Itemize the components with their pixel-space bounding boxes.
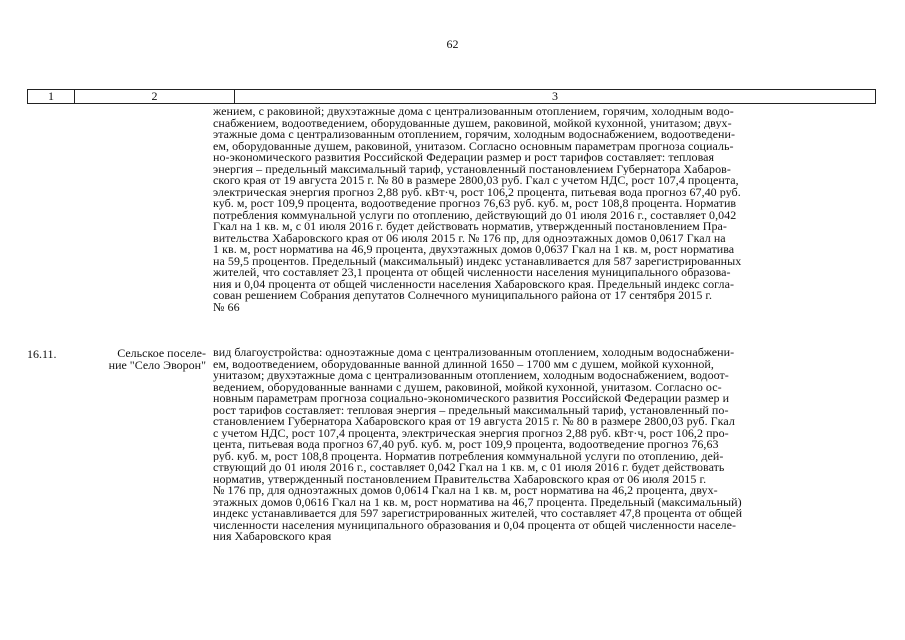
text-line: ведением, оборудованные ваннами с душем, раковиной, мойкой кухонной, унитазом. Согласно ос- — [213, 381, 722, 393]
page-number: 62 — [446, 37, 459, 51]
text-line: унитазом; двухэтажные дома с централизованным отоплением, холодным водоснабжением, водоот- — [213, 370, 729, 382]
table-header-row — [27, 89, 876, 104]
continuation-text — [213, 106, 871, 313]
text-line: Гкал на 1 кв. м, с 01 июля 2016 г. будет действовать норматив, утвержденный постановлением Пра- — [213, 221, 727, 233]
entry-name-line: ние "Село Эворон" — [108, 358, 206, 372]
entry-text — [213, 347, 871, 543]
text-line: снабжением, водоотведением, оборудованные душем, раковиной, мойкой кухонной, унитазом; двух- — [213, 117, 732, 129]
text-line: энергия – предельный максимальный тариф, установленный постановлением Губернатора Хабаров- — [213, 163, 731, 175]
text-line: ем, оборудованные душем, раковиной, унитазом. Согласно основным параметрам прогноза социаль- — [213, 140, 734, 152]
text-line: ния Хабаровского края — [213, 531, 332, 543]
entry-number: 16.11. — [27, 347, 57, 361]
text-line: рост тарифов составляет: тепловая энергия – предельный максимальный тариф, установленный по- — [213, 404, 729, 416]
column-header-2: 2 — [151, 89, 158, 103]
entry-name-line: Сельское поселе- — [117, 346, 206, 360]
text-line: становлением Губернатора Хабаровского края от 19 августа 2015 г. № 80 в размере 2800,03 руб. Гкал — [213, 416, 735, 428]
text-line: руб. куб. м, рост 108,8 процента. Норматив потребления коммунальной услуги по отоплению, дей- — [213, 450, 724, 462]
text-line: индекс устанавливается для 597 зарегистрированных жителей, что составляет 47,8 процента от общей — [213, 508, 743, 520]
text-line: новным параметрам прогноза социально-экономического развития Российской Федерации размер и — [213, 393, 730, 405]
entry-name — [76, 347, 206, 371]
text-line: но-экономического развития Российской Федерации размер и рост тарифов составляет: тепловая — [213, 152, 715, 164]
text-line: сован решением Собрания депутатов Солнечного муниципального района от 17 сентября 2015 г. — [213, 290, 713, 302]
text-line: № 176 пр, для одноэтажных домов 0,0614 Гкал на 1 кв. м, рост норматива на 46,2 процента, двух- — [213, 485, 718, 497]
text-line: вид благоустройства: одноэтажные дома с централизованным отоплением, холодным водоснабжени- — [213, 347, 735, 359]
text-line: вительства Хабаровского края от 06 июля 2015 г. № 176 пр, для одноэтажных домов 0,0617 Гкал на — [213, 232, 726, 244]
text-line: потребления коммунальной услуги по отоплению, действующий до 01 июля 2016 г., составляет 0,042 — [213, 209, 737, 221]
text-line: № 66 — [213, 301, 240, 313]
column-header-1: 1 — [48, 89, 54, 103]
column-header-3: 3 — [552, 89, 558, 103]
text-line: численности населения муниципального образования и 0,04 процента от общей численности населе- — [213, 519, 737, 531]
text-line: ния и 0,04 процента от общей численности населения Хабаровского края. Предельный индекс согла- — [213, 278, 735, 290]
text-line: цента, питьевая вода прогноз 67,40 руб. куб. м, рост 109,9 процента, водоотведение прогноз 76,63 — [213, 439, 719, 451]
text-line: на 59,5 процентов. Предельный (максимальный) индекс устанавливается для 587 зарегистрированных — [213, 255, 742, 267]
text-line: жителей, что составляет 23,1 процента от общей численности населения муниципального образова- — [213, 267, 731, 279]
text-line: куб. м, рост 109,9 процента, водоотведение прогноз 76,63 руб. куб. м, рост 108,8 процента. Норматив — [213, 198, 737, 210]
text-line: ствующий до 01 июля 2016 г., составляет 0,042 Гкал на 1 кв. м, с 01 июля 2016 г. будет действовать — [213, 462, 725, 474]
text-line: 1 кв. м, рост норматива на 46,9 процента, двухэтажных домов 0,0637 Гкал на 1 кв. м, рост норматива — [213, 244, 735, 256]
text-line: ского края от 19 августа 2015 г. № 80 в размере 2800,03 руб. Гкал с учетом НДС, рост 107,4 процента, — [213, 175, 739, 187]
text-line: норматив, утвержденный постановлением Правительства Хабаровского края от 06 июля 2015 г. — [213, 473, 707, 485]
text-line: с учетом НДС, рост 107,4 процента, электрическая энергия прогноз 2,88 руб. кВт·ч, рост 106,2 про- — [213, 427, 729, 439]
text-line: этажных домов 0,0616 Гкал на 1 кв. м, рост норматива на 46,7 процента. Предельный (максимальный) — [213, 496, 742, 508]
text-line: жением, с раковиной; двухэтажные дома с централизованным отоплением, горячим, холодным водо- — [213, 106, 734, 118]
text-line: электрическая энергия прогноз 2,88 руб. кВт·ч, рост 106,2 процента, питьевая вода прогноз 67,40 руб. — [213, 186, 741, 198]
text-line: этажные дома с централизованным отоплением, горячим, холодным водоснабжением, водоотведени- — [213, 129, 736, 141]
text-line: ем, водоотведением, оборудованные ванной длинной 1650 – 1700 мм с душем, мойкой кухонной, — [213, 358, 714, 370]
